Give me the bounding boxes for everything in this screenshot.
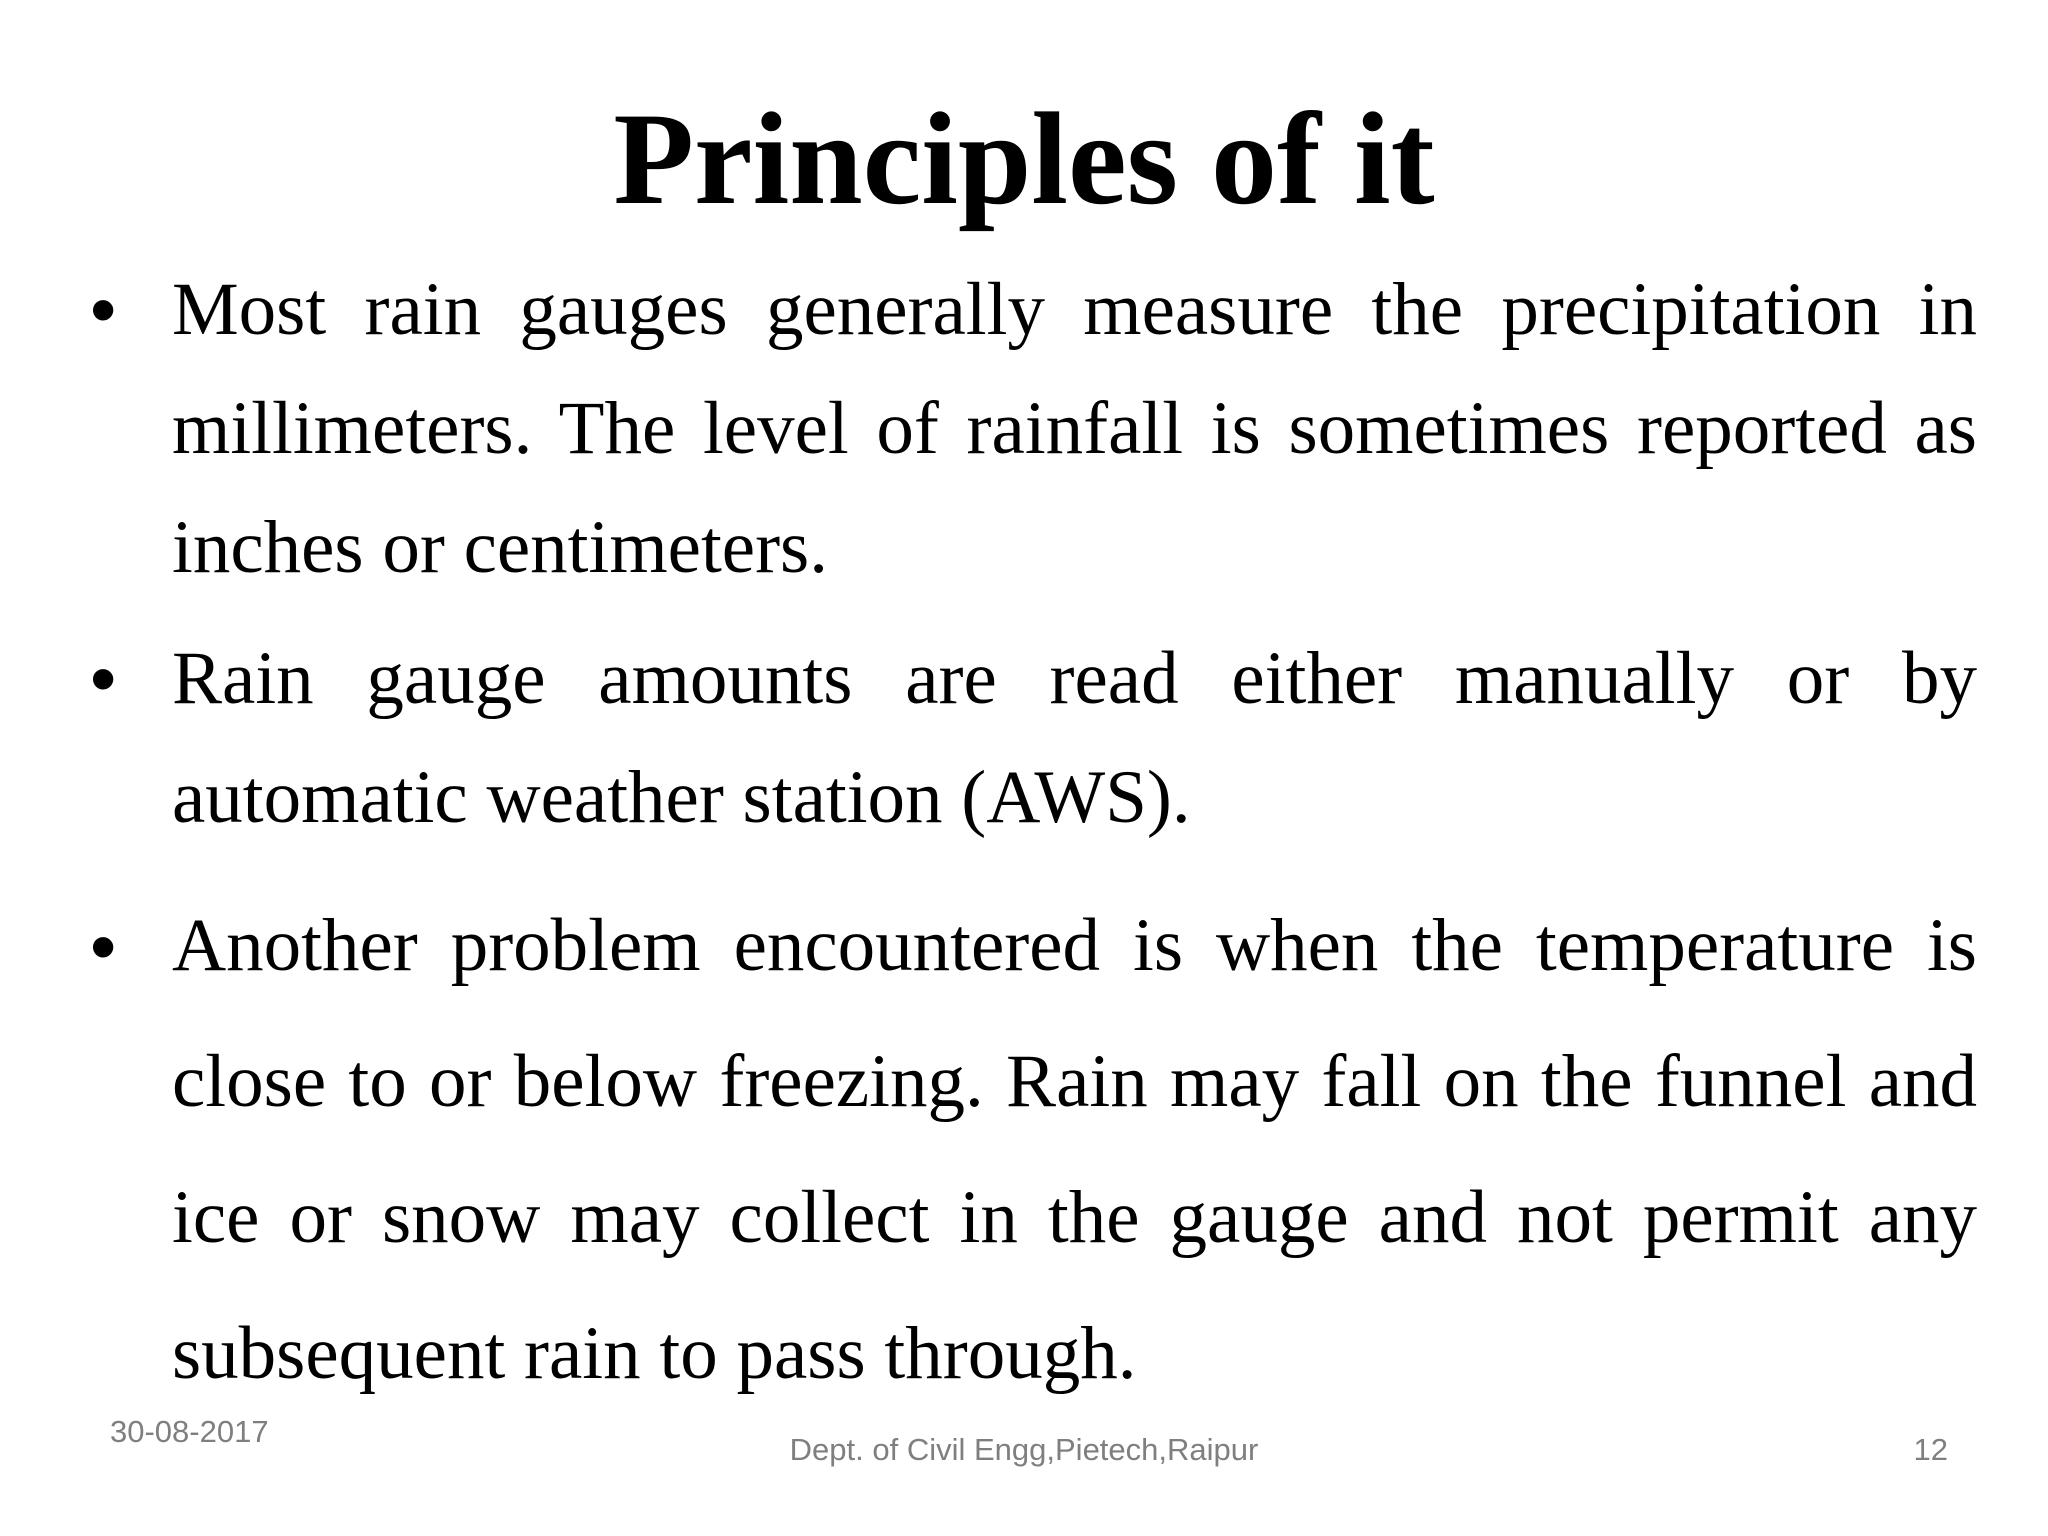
- bullet-text: Rain gauge amounts are read either manually or by automatic weather station (AWS).: [172, 637, 1977, 839]
- bullet-icon: •: [90, 267, 117, 351]
- bullet-icon: •: [90, 904, 117, 988]
- footer-date: 30-08-2017: [110, 1414, 269, 1449]
- footer-department: Dept. of Civil Engg,Pietech,Raipur: [789, 1432, 1259, 1467]
- slide-title: Principles of it: [613, 85, 1435, 232]
- bullet-text: Most rain gauges generally measure the precipitation in millimeters. The level of rainfall is sometimes reported as inches or centimeters.: [172, 268, 1977, 589]
- slide-number: 12: [1913, 1432, 1948, 1467]
- bullet-text: Another problem encountered is when the temperature is close to or below freezing. Rain may fall on the funnel and ice or snow may collect in the gauge and not permit any subsequent rain to pass through.: [172, 904, 1977, 1395]
- bullet-icon: •: [90, 636, 117, 720]
